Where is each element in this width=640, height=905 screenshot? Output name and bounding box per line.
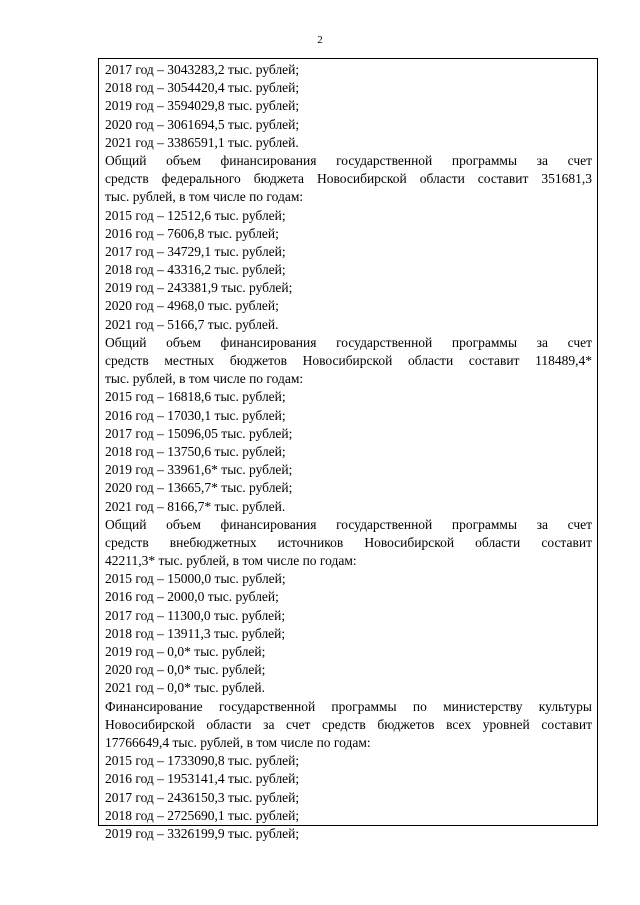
text-line: тыс. рублей, в том числе по годам: — [105, 189, 304, 205]
text-line: 17766649,4 тыс. рублей, в том числе по годам: — [105, 734, 371, 750]
paragraph-line: средств местных бюджетов Новосибирской области составит 118489,4* — [105, 353, 592, 368]
paragraph-line: Новосибирской области за счет средств бюджетов всех уровней составит — [105, 716, 592, 732]
text-line: 2018 год – 13750,6 тыс. рублей; — [105, 443, 286, 459]
text-line: 2019 год – 3326199,9 тыс. рублей; — [105, 825, 300, 841]
text-line: 2017 год – 3043283,2 тыс. рублей; — [105, 62, 300, 77]
paragraph-line: средств федерального бюджета Новосибирской области составит 351681,3 — [105, 171, 592, 187]
text-line: 2018 год – 3054420,4 тыс. рублей; — [105, 80, 300, 96]
text-line: 2021 год – 8166,7* тыс. рублей. — [105, 498, 286, 514]
text-line: 2016 год – 17030,1 тыс. рублей; — [105, 407, 286, 423]
text-line: 2017 год – 11300,0 тыс. рублей; — [105, 607, 286, 623]
text-line: 2020 год – 4968,0 тыс. рублей; — [105, 298, 279, 314]
page-number: 2 — [317, 34, 323, 46]
text-line: 2021 год – 0,0* тыс. рублей. — [105, 680, 266, 696]
text-line: тыс. рублей, в том числе по годам: — [105, 371, 304, 387]
text-line: 2016 год – 1953141,4 тыс. рублей; — [105, 771, 300, 787]
paragraph-line: Общий объем финансирования государственной программы за счет — [105, 516, 592, 532]
text-line: 2019 год – 3594029,8 тыс. рублей; — [105, 98, 300, 114]
text-line: 2016 год – 7606,8 тыс. рублей; — [105, 225, 279, 241]
text-line: 2018 год – 13911,3 тыс. рублей; — [105, 625, 286, 641]
text-line: 2018 год – 43316,2 тыс. рублей; — [105, 262, 286, 278]
text-line: 2015 год – 16818,6 тыс. рублей; — [105, 389, 286, 405]
text-line: 2021 год – 5166,7 тыс. рублей. — [105, 316, 279, 332]
text-line: 2016 год – 2000,0 тыс. рублей; — [105, 589, 279, 605]
text-line: 2018 год – 2725690,1 тыс. рублей; — [105, 807, 300, 823]
paragraph-line: Общий объем финансирования государственной программы за счет — [105, 334, 592, 350]
financing-text-box — [98, 58, 598, 841]
text-line: 2015 год – 1733090,8 тыс. рублей; — [105, 753, 300, 769]
text-line: 2019 год – 33961,6* тыс. рублей; — [105, 462, 293, 478]
paragraph-line: средств внебюджетных источников Новосибирской области составит — [105, 534, 592, 550]
text-line: 2017 год – 34729,1 тыс. рублей; — [105, 243, 286, 259]
text-line: 2015 год – 15000,0 тыс. рублей; — [105, 571, 286, 587]
text-line: 2020 год – 0,0* тыс. рублей; — [105, 662, 266, 678]
paragraph-line: Общий объем финансирования государственной программы за счет — [105, 152, 592, 168]
text-line: 2015 год – 12512,6 тыс. рублей; — [105, 207, 286, 223]
text-line: 2019 год – 0,0* тыс. рублей; — [105, 644, 266, 659]
text-line: 2019 год – 243381,9 тыс. рублей; — [105, 280, 293, 296]
paragraph-line: Финансирование государственной программы по министерству культуры — [105, 698, 592, 714]
text-line: 2020 год – 13665,7* тыс. рублей; — [105, 480, 293, 496]
text-line: 2017 год – 2436150,3 тыс. рублей; — [105, 789, 300, 805]
text-line: 42211,3* тыс. рублей, в том числе по годам: — [105, 553, 357, 569]
text-line: 2020 год – 3061694,5 тыс. рублей; — [105, 116, 300, 132]
text-line: 2017 год – 15096,05 тыс. рублей; — [105, 425, 293, 441]
text-line: 2021 год – 3386591,1 тыс. рублей. — [105, 134, 299, 150]
